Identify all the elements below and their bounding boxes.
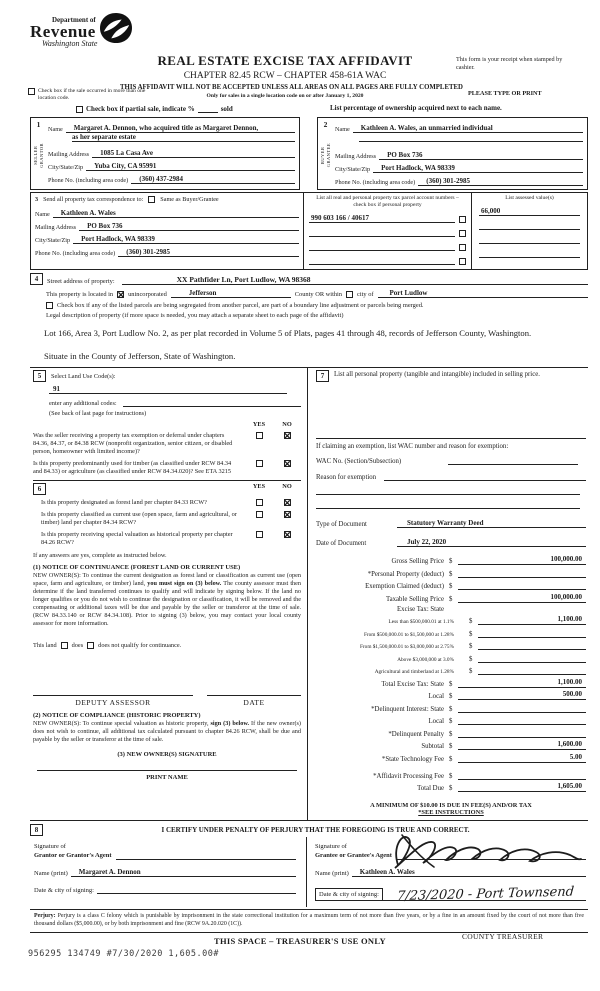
exemption-intro: If claiming an exemption, list WAC number and reason for exemption: (316, 443, 509, 451)
grantee-date-handwriting: 7/23/2020 - Port Townsend (396, 884, 575, 905)
seller-role-label: SELLER (33, 145, 39, 166)
receipt-note: This form is your receipt when stamped by cashier. (456, 56, 563, 72)
corr-city-label: City/State/Zip (35, 237, 71, 244)
excise-tax-header: Excise Tax: State (397, 605, 444, 613)
section6-q3-no-checkbox[interactable] (284, 531, 291, 538)
grantor-date-label: Date & city of signing: (34, 887, 94, 895)
delinquent-penalty-label: *Delinquent Penalty (388, 730, 444, 738)
warning-line: THIS AFFIDAVIT WILL NOT BE ACCEPTED UNLESS ALL AREAS ON ALL PAGES ARE FULLY COMPLETED (120, 84, 463, 91)
parcel-number-field-3[interactable] (309, 242, 455, 251)
total-excise-state-label: Total Excise Tax: State (381, 680, 444, 688)
taxable-selling-price-label: Taxable Selling Price (385, 595, 444, 603)
subtotal-field[interactable]: 1,600.00 (458, 740, 586, 750)
rate-agricultural-field[interactable] (478, 665, 586, 675)
continuance-doesnot-checkbox[interactable] (87, 642, 94, 649)
section6-q2-no-checkbox[interactable] (284, 511, 291, 518)
taxable-selling-price-field[interactable]: 100,000.00 (458, 593, 586, 603)
rate-agricultural-label: Agricultural and timberland at 1.28% (374, 669, 454, 676)
buyer-name-label: Name (335, 126, 350, 133)
state-technology-fee-field[interactable]: 5.00 (458, 753, 586, 763)
buyer-name-field[interactable]: Kathleen A. Wales, an unmarried individual (353, 124, 583, 133)
same-as-buyer-checkbox[interactable] (148, 196, 155, 203)
grantee-date-field[interactable] (383, 884, 586, 905)
single-location-line: Only for sales in a single location code on or after January 1, 2020 (206, 93, 364, 99)
situate-text: Situate in the County of Jefferson, State of Washington. (44, 351, 236, 362)
section6-yes-header: YES (252, 483, 266, 491)
deputy-assessor-label: DEPUTY ASSESSOR (33, 695, 193, 707)
affidavit-processing-fee-label: *Affidavit Processing Fee (373, 772, 444, 780)
section5-yes-header: YES (252, 421, 266, 429)
delinquent-interest-local-field[interactable] (458, 715, 586, 725)
legal-description-label: Legal description of property (if more space is needed, you may attach a separate sheet to each page of the affidavit) (46, 311, 344, 319)
new-owner-signature-label: (3) NEW OWNER(S) SIGNATURE (117, 751, 217, 759)
form-title: REAL ESTATE EXCISE TAX AFFIDAVIT (157, 53, 413, 68)
unincorporated-label: unincorporated (128, 290, 167, 298)
city-of-label: city of (357, 290, 374, 298)
buyer-mailing-field[interactable]: PO Box 736 (379, 151, 583, 160)
seller-name-label: Name (48, 126, 63, 133)
gross-selling-price-label: Gross Selling Price (391, 558, 444, 566)
total-due-label: Total Due (417, 785, 444, 793)
grantee-sig-label: Signature of (315, 843, 347, 851)
grantor-name-label: Name (print) (34, 870, 68, 878)
reason-label: Reason for exemption (316, 474, 377, 482)
section5-q1-no-checkbox[interactable] (284, 432, 291, 439)
section6-number: 6 (33, 483, 46, 495)
delinquent-interest-state-field[interactable] (458, 703, 586, 713)
seller-phone-label: Phone No. (including area code) (48, 177, 129, 184)
parcel-number-field-4[interactable] (309, 256, 455, 265)
form-body (30, 117, 588, 933)
assessed-value-field-3[interactable] (479, 235, 580, 244)
partial-sale-suffix: sold (220, 105, 233, 113)
wac-number-field[interactable] (448, 456, 578, 465)
tax-column: 7 List all personal property (tangible and intangible) included in selling price. If claiming an exemption, list WAC number and reason for exemption: WAC No. (Section/Subsection) Reason for exemption Type of Document Statutory Warranty Deed Date of Document July 22, 2020 Gross Selling Price $ 100,000.00 *Personal Property (deduct) $ Exemption Claimed (deduct) $ Taxable Selling Price $ 100,000.00 Excise Tax: State Less than $500,000.01 at 1.1% $ 1,100.00 From $500,000.01 to $1,500,000 at 1.28% $ From $1,500,000.01 to $3,000,000 at 2.75% $ Above $3,000,000 at 3.0% $ Agricultural and timberland at 1.28% $ Total Excise Tax: State $ 1,100.00 Local $ 500.00 *Delinquent Interest: State $ Local $ *Delinquent Penalty $ Subtotal $ 1,600.00 *State Technology Fee $ 5.00 *Affidavit Processing Fee $ Total Due $ 1,605.00 A MINIMUM OF $10.00 IS DUE IN FEE(S) AND/OR TAX *SEE INSTRUCTIONS (308, 368, 588, 820)
segregated-label: Check box if any of the listed parcels are being segregated from another parcel, are part of a boundary line adjustment or parcels being merged. (57, 301, 424, 309)
rate-tier1-label: Less than $500,000.01 at 1.1% (388, 619, 454, 626)
section5-number: 5 (33, 370, 46, 382)
document-type-field[interactable]: Statutory Warranty Deed (397, 519, 586, 528)
minimum-note: A MINIMUM OF $10.00 IS DUE IN FEE(S) AND/OR TAX (370, 802, 532, 810)
treasurer-space-label: THIS SPACE – TREASURER'S USE ONLY (213, 936, 386, 946)
seller-name-field-line2[interactable]: as her separate estate (72, 133, 295, 142)
gross-selling-price-field[interactable]: 100,000.00 (458, 555, 586, 565)
seller-mailing-label: Mailing Address (48, 151, 90, 158)
grantor-name-field[interactable]: Margaret A. Dennon (71, 868, 296, 877)
buyer-phone-field[interactable]: (360) 301-2985 (418, 177, 583, 186)
buyer-box (317, 117, 588, 190)
total-excise-local-field[interactable]: 500.00 (458, 690, 586, 700)
section1-number: 1 (36, 120, 41, 129)
ownership-note: List percentage of ownership acquired next to each name. (330, 104, 502, 112)
section5-q2-yes-checkbox[interactable] (256, 460, 263, 467)
type-or-print-note: PLEASE TYPE OR PRINT (468, 90, 542, 97)
logo-dept-text: Department of (52, 16, 96, 24)
section6-q1-no-checkbox[interactable] (284, 499, 291, 506)
notice1-body: NEW OWNER(S): To continue the current designation as forest land or classification as current use (open space, farm and agriculture, or timber) land, you must sign on (3) below. The county assessor must then determine if the land transferred continues to qualify and will indicate by signing below. If the land no longer qualifies or you do not wish to continue the designation or classification, it will be removed and the compensating or additional taxes will be due and payable by the seller or transferor at the time of sale. (RCW 84.33.140 or RCW 84.34.108). Prior to signing (3) below, you may contact your local county assessor for more information. (33, 571, 301, 627)
grantor-role-label: GRANTOR (38, 143, 44, 168)
logo-revenue-text: Revenue (30, 22, 96, 41)
dor-logo (30, 12, 220, 49)
section2-number: 2 (323, 120, 328, 129)
partial-sale-checkbox[interactable] (76, 106, 83, 113)
document-date-label: Date of Document (316, 540, 367, 548)
section5-q2-text: Is this property predominantly used for timber (as classified under RCW 84.34 and 84.33) or agriculture (as classified under RCW 84.34.020)? See ETA 3215 (33, 459, 232, 475)
section4-number: 4 (30, 273, 43, 285)
land-use-label: Select Land Use Code(s): (51, 372, 116, 380)
seller-city-label: City/State/Zip (48, 164, 84, 171)
assessed-header: List assessed value(s) (505, 195, 554, 201)
buyer-phone-label: Phone No. (including area code) (335, 179, 416, 186)
legal-description-text[interactable]: Lot 166, Area 3, Port Ludlow No. 2, as per plat recorded in Volume 5 of Plats, pages 41 through 48, records of Jefferson County, Washington. (44, 327, 532, 338)
state-technology-fee-label: *State Technology Fee (381, 755, 444, 763)
buyer-mailing-label: Mailing Address (335, 153, 377, 160)
section6-q1-yes-checkbox[interactable] (256, 499, 263, 506)
delinquent-interest-local-label: Local (428, 718, 444, 726)
assessed-value-field-2[interactable] (479, 221, 580, 230)
grantee-role-label: GRANTEE (325, 143, 331, 168)
rate-tier4-label: Above $3,000,000 at 3.0% (397, 656, 454, 663)
personal-property-label: List all personal property (tangible and intangible) included in selling price. (334, 371, 540, 379)
section6-q3-text: Is this property receiving special valuation as historical property per chapter 84.26 RCW? (41, 531, 233, 547)
if-yes-note: If any answers are yes, complete as instructed below. (33, 551, 167, 559)
document-type-label: Type of Document (316, 521, 367, 529)
grantee-name-label: Name (print) (315, 870, 349, 878)
land-use-code-field[interactable]: 91 (49, 385, 287, 394)
partial-sale-label: Check box if partial sale, indicate % (86, 105, 195, 113)
section6-q1-text: Is this property designated as forest land per chapter 84.33 RCW? (41, 499, 207, 507)
continuance-does-label: does (71, 642, 84, 650)
section7-number: 7 (316, 370, 329, 382)
correspondence-intro: Send all property tax correspondence to: (43, 196, 144, 203)
continuance-does-checkbox[interactable] (61, 642, 68, 649)
street-address-field[interactable]: XX Pathfider Ln, Port Ludlow, WA 98368 (122, 275, 588, 285)
city-field[interactable]: Port Ludlow (378, 289, 588, 298)
rate-tier2-field[interactable] (478, 628, 586, 638)
total-excise-state-field[interactable]: 1,100.00 (458, 678, 586, 688)
cashier-stamp: 956295 134749 #7/30/2020 1,605.00# (28, 949, 219, 959)
total-due-field[interactable]: 1,605.00 (458, 782, 586, 792)
chapter-line: CHAPTER 82.45 RCW – CHAPTER 458-61A WAC (183, 71, 387, 81)
grantee-name-field[interactable]: Kathleen A. Wales (352, 868, 586, 877)
logo-state-text: Washington State (42, 39, 98, 49)
parcel-personal-checkbox-3[interactable] (459, 244, 466, 251)
unincorporated-checkbox[interactable] (117, 291, 124, 298)
seller-box (30, 117, 300, 190)
affidavit-processing-fee-field[interactable] (458, 770, 586, 780)
seller-phone-field[interactable]: (360) 437-2984 (131, 175, 295, 184)
grantee-date-label: Date & city of signing: (315, 888, 383, 901)
see-instructions-note: *SEE INSTRUCTIONS (418, 809, 484, 817)
section3-number: 3 (35, 196, 39, 203)
corr-city-field[interactable]: Port Hadlock, WA 98339 (73, 235, 299, 244)
partial-sale-percent-field[interactable] (198, 104, 218, 113)
continuance-pre: This land (33, 642, 57, 650)
section6-no-header: NO (282, 483, 292, 491)
see-back-note: (See back of last page for instructions) (49, 410, 147, 418)
parcels-header: List all real and personal property tax parcel account numbers – check box if personal property (316, 195, 459, 208)
reason-field[interactable] (384, 472, 586, 481)
personal-property-deduct-label: *Personal Property (deduct) (367, 570, 444, 578)
grantee-signature-field[interactable] (396, 851, 586, 860)
county-or-label: County OR within (294, 290, 343, 298)
parcel-personal-checkbox-4[interactable] (459, 258, 466, 265)
property-section (30, 273, 588, 361)
land-use-column (30, 368, 308, 820)
seller-mailing-field[interactable]: 1085 La Casa Ave (92, 149, 295, 158)
rate-tier2-label: From $500,000.01 to $1,500,000 at 1.28% (363, 631, 454, 638)
street-address-label: Street address of property: (47, 277, 115, 285)
notice1-title: (1) NOTICE OF CONTINUANCE (FOREST LAND OR CURRENT USE) (33, 563, 241, 571)
parcel-personal-checkbox-1[interactable] (459, 216, 466, 223)
certify-statement: I CERTIFY UNDER PENALTY OF PERJURY THAT THE FOREGOING IS TRUE AND CORRECT. (161, 826, 470, 835)
corr-name-field[interactable]: Kathleen A. Wales (53, 209, 299, 218)
total-excise-local-label: Local (428, 693, 444, 701)
corr-mailing-label: Mailing Address (35, 224, 77, 231)
dollar-sign: $ (449, 558, 453, 566)
personal-property-field[interactable] (316, 382, 586, 438)
correspondence-section (30, 192, 588, 270)
assessed-value-field[interactable]: 66,000 (479, 207, 580, 216)
parcel-personal-checkbox-2[interactable] (459, 230, 466, 237)
rate-tier3-label: From $1,500,000.01 to $3,000,000 at 2.75% (359, 644, 454, 651)
deputy-date-label: DATE (207, 695, 301, 707)
corr-phone-label: Phone No. (including area code) (35, 250, 116, 257)
exemption-claimed-label: Exemption Claimed (deduct) (365, 583, 444, 591)
personal-property-deduct-field[interactable] (458, 568, 586, 578)
buyer-city-field[interactable]: Port Hadlock, WA 98339 (373, 164, 583, 173)
print-name-label: PRINT NAME (146, 774, 188, 782)
buyer-city-label: City/State/Zip (335, 166, 371, 173)
section5-q2-no-checkbox[interactable] (284, 460, 291, 467)
perjury-note: Perjury: Perjury is a class C felony which is punishable by imprisonment in the state correctional institution for a maximum term of not more than five years, or by a fine in an amount fixed by the court of not more than five thousand dollars ($5,000.00), or by both imprisonment and fine (RCW 9A.20.020 (1C)). (30, 909, 588, 933)
corr-mailing-field[interactable]: PO Box 736 (79, 222, 299, 231)
notice2-title: (2) NOTICE OF COMPLIANCE (HISTORIC PROPERTY) (33, 712, 201, 720)
section5-no-header: NO (282, 421, 292, 429)
county-treasurer-label: COUNTY TREASURER (462, 932, 544, 941)
section5-q1-yes-checkbox[interactable] (256, 432, 263, 439)
dor-swirl-icon (99, 12, 133, 49)
delinquent-penalty-field[interactable] (458, 728, 586, 738)
additional-codes-field[interactable] (123, 398, 301, 407)
multi-location-checkbox[interactable] (28, 88, 35, 95)
corr-name-label: Name (35, 211, 50, 218)
continuance-doesnot-label: does not qualify for continuance. (98, 642, 182, 650)
county-field[interactable]: Jefferson (171, 289, 291, 298)
grantor-sig-label: Signature of (34, 843, 66, 851)
seller-city-field[interactable]: Yuba City, CA 95991 (86, 162, 295, 171)
new-owner-signature-field[interactable] (37, 758, 297, 771)
rate-tier4-field[interactable] (478, 653, 586, 663)
seller-name-field[interactable]: Margaret A. Dennon, who acquired title as Margaret Dennon, (66, 124, 295, 133)
exemption-claimed-field[interactable] (458, 580, 586, 590)
parcel-number-field-2[interactable] (309, 228, 455, 237)
parcel-number-field[interactable]: 990 603 166 / 40617 (309, 214, 455, 223)
rate-tier1-field[interactable]: 1,100.00 (478, 615, 586, 625)
section6-q3-yes-checkbox[interactable] (256, 531, 263, 538)
reason-field-line3[interactable] (316, 497, 580, 509)
section8-number: 8 (30, 824, 43, 836)
grantor-signature-field[interactable] (116, 851, 296, 860)
assessed-value-field-4[interactable] (479, 249, 580, 258)
segregated-checkbox[interactable] (46, 302, 53, 309)
additional-codes-label: enter any additional codes: (49, 400, 117, 408)
reason-field-line2[interactable] (316, 483, 580, 495)
section6-q2-yes-checkbox[interactable] (256, 511, 263, 518)
section6-q2-text: Is this property classified as current use (open space, farm and agricultural, or timber) land per chapter 84.34 RCW? (41, 511, 237, 527)
subtotal-label: Subtotal (421, 743, 444, 751)
section5-q1-text: Was the seller receiving a property tax exemption or deferral under chapters 84.36, 84.37, or 84.38 RCW (nonprofit organization, senior citizen, or disabled person, homeowner with limited income)? (33, 432, 233, 455)
city-checkbox[interactable] (346, 291, 353, 298)
rate-tier3-field[interactable] (478, 640, 586, 650)
buyer-name-field-line2[interactable] (359, 133, 583, 142)
multi-location-label: Check box if the sale occurred in more than one location code. (38, 88, 146, 101)
notice2-body: NEW OWNER(S): To continue special valuation as historic property, sign (3) below. If the new owner(s) does not wish to continue, all additional tax calculated pursuant to chapter 84.26 RCW, shall be due and payable by the seller or transferor at the time of sale. (33, 720, 301, 744)
certification-section: 8 I CERTIFY UNDER PENALTY OF PERJURY THAT THE FOREGOING IS TRUE AND CORRECT. Signature of Grantor or Grantor's Agent Name (print) Margaret A. Dennon Date & city of signing: Signature of Grantee or Grantee's Agent Name (print) Kathleen A. Wales Date & city of signing: 7/23/2020 - Port Townsend (30, 821, 588, 907)
wac-label: WAC No. (Section/Subsection) (316, 458, 402, 466)
delinquent-interest-state-label: *Delinquent Interest: State (371, 705, 444, 713)
buyer-role-label: BUYER (320, 146, 326, 164)
corr-phone-field[interactable]: (360) 301-2985 (118, 248, 299, 257)
document-date-field[interactable]: July 22, 2020 (397, 538, 586, 547)
same-as-buyer-label: Same as Buyer/Grantee (160, 196, 219, 203)
grantor-date-field[interactable] (97, 885, 296, 894)
located-intro: This property is located in (46, 290, 114, 298)
